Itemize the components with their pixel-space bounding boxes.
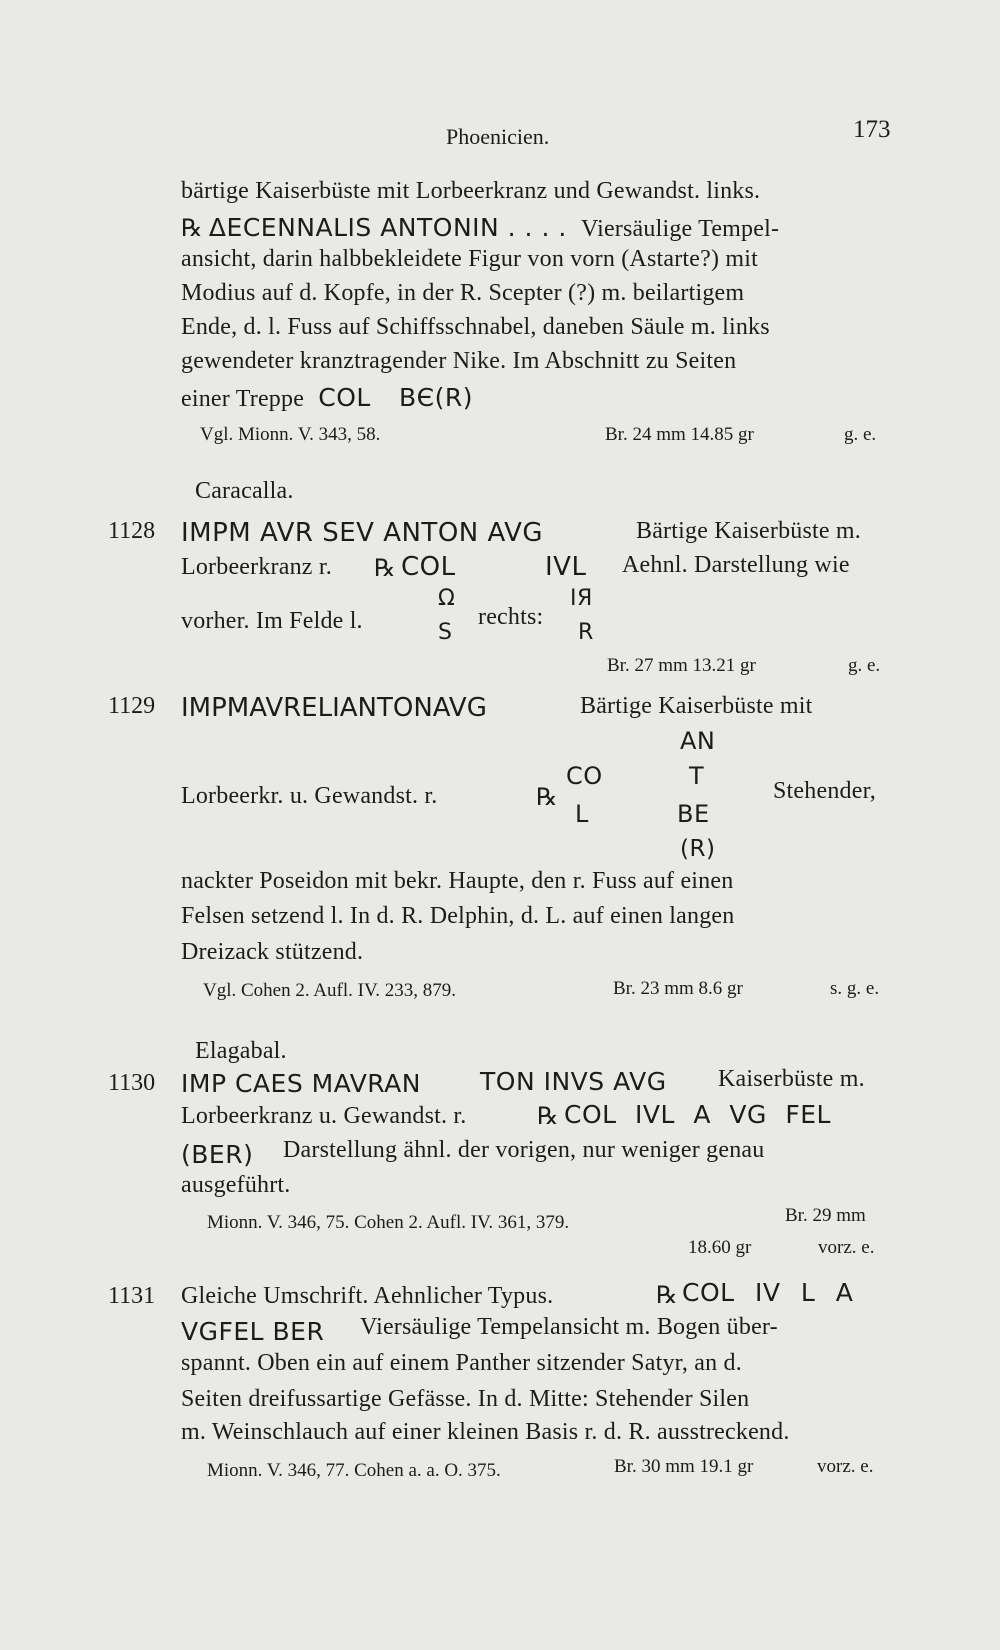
text-segment: Darstellung ähnl. der vorigen, nur weniger genau	[283, 1137, 765, 1163]
reference: Vgl. Cohen 2. Aufl. IV. 233, 879.	[203, 980, 456, 1001]
field-letter: T	[689, 762, 705, 790]
text-segment: einer Treppe	[181, 386, 305, 412]
coin-legend: IMPMAVRELIANTONAVG	[181, 693, 487, 723]
section-heading: Caracalla.	[195, 478, 294, 504]
coin-legend: (BER)	[181, 1140, 254, 1169]
grade: g. e.	[844, 424, 877, 445]
grade: vorz. e.	[817, 1456, 874, 1477]
grade: vorz. e.	[818, 1237, 875, 1258]
text-line: ansicht, darin halbbekleidete Figur von vorn (Astarte?) mit	[181, 246, 758, 272]
field-letter: IЯ	[570, 586, 593, 611]
grade: g. e.	[848, 655, 881, 676]
text-segment: Gleiche Umschrift. Aehnlicher Typus.	[181, 1283, 554, 1309]
text-segment: Stehender,	[773, 778, 877, 804]
coin-legend: COL IVL A VG FEL	[564, 1100, 831, 1129]
coin-legend: BЄ(R)	[399, 383, 473, 412]
reference: Mionn. V. 346, 77. Cohen a. a. O. 375.	[207, 1460, 501, 1481]
field-letter: S	[438, 620, 453, 645]
size-weight: Br. 29 mm	[785, 1205, 866, 1226]
text-line: Modius auf d. Kopfe, in der R. Scepter (?) m. beilartigem	[181, 280, 745, 306]
size-weight: Br. 30 mm 19.1 gr	[614, 1456, 754, 1477]
text-line	[181, 213, 779, 243]
coin-legend: COL	[318, 383, 371, 412]
size-weight: 18.60 gr	[688, 1237, 752, 1258]
catalog-number: 1129	[108, 693, 156, 719]
reverse-symbol: ℞	[537, 1104, 559, 1130]
text-segment: Viersäulige Tempelansicht m. Bogen über-	[360, 1314, 778, 1340]
field-letter: L	[575, 800, 589, 828]
section-heading: Elagabal.	[195, 1038, 287, 1064]
size-weight: Br. 24 mm 14.85 gr	[605, 424, 754, 445]
coin-legend: IMP CAES MAVRAN	[181, 1069, 421, 1098]
reverse-symbol: ℞	[181, 216, 203, 242]
text-line: ausgeführt.	[181, 1172, 291, 1198]
reverse-symbol: ℞	[656, 1283, 678, 1309]
coin-legend: TON INVS AVG	[480, 1067, 667, 1096]
field-letter: CO	[566, 762, 603, 790]
text-segment: Lorbeerkr. u. Gewandst. r.	[181, 783, 438, 809]
catalog-number: 1128	[108, 518, 156, 544]
grade: s. g. e.	[830, 978, 880, 999]
field-letter: Ω	[438, 586, 456, 611]
reverse-symbol: ℞	[536, 785, 558, 811]
catalog-number: 1131	[108, 1283, 156, 1309]
text-segment: rechts:	[478, 604, 544, 630]
field-letter: AN	[680, 727, 716, 755]
field-letter: (R)	[680, 836, 716, 862]
coin-legend: IMPM AVR SEV ANTON AVG	[181, 518, 544, 548]
text-line: m. Weinschlauch auf einer kleinen Basis r. d. R. ausstreckend.	[181, 1419, 790, 1445]
text-line: Dreizack stützend.	[181, 939, 364, 965]
size-weight: Br. 23 mm 8.6 gr	[613, 978, 743, 999]
text-segment: Bärtige Kaiserbüste mit	[580, 693, 813, 719]
coin-legend: ΔECENNALIS ANTONIN . . . .	[208, 213, 567, 242]
coin-legend: COL	[401, 552, 456, 582]
text-line: Seiten dreifussartige Gefässe. In d. Mitte: Stehender Silen	[181, 1386, 750, 1412]
field-letter: R	[578, 620, 594, 645]
text-segment: Lorbeerkranz r.	[181, 554, 332, 580]
reverse-symbol: ℞	[374, 556, 396, 582]
coin-legend: COL IV L A	[682, 1278, 854, 1307]
coin-legend: IVL	[545, 552, 587, 582]
text-line: spannt. Oben ein auf einem Panther sitzender Satyr, an d.	[181, 1350, 742, 1376]
text-line: gewendeter kranztragender Nike. Im Abschnitt zu Seiten	[181, 348, 737, 374]
text-line: nackter Poseidon mit bekr. Haupte, den r. Fuss auf einen	[181, 868, 734, 894]
text-line: Ende, d. l. Fuss auf Schiffsschnabel, daneben Säule m. links	[181, 314, 770, 340]
reference: Vgl. Mionn. V. 343, 58.	[200, 424, 381, 445]
text-segment: vorher. Im Felde l.	[181, 608, 363, 634]
text-segment: Kaiserbüste m.	[718, 1066, 865, 1092]
page-number: 173	[853, 116, 891, 143]
text-segment: Viersäulige Tempel-	[581, 216, 780, 242]
field-letter: BE	[677, 800, 710, 828]
text-segment: Lorbeerkranz u. Gewandst. r.	[181, 1103, 467, 1129]
text-line: Felsen setzend l. In d. R. Delphin, d. L. auf einen langen	[181, 903, 735, 929]
running-title: Phoenicien.	[446, 124, 550, 149]
reference: Mionn. V. 346, 75. Cohen 2. Aufl. IV. 361, 379.	[207, 1212, 570, 1233]
text-segment: Aehnl. Darstellung wie	[622, 552, 850, 578]
text-line	[181, 383, 473, 413]
text-line: bärtige Kaiserbüste mit Lorbeerkranz und Gewandst. links.	[181, 178, 761, 204]
text-segment: Bärtige Kaiserbüste m.	[636, 518, 862, 544]
catalog-number: 1130	[108, 1070, 156, 1096]
size-weight: Br. 27 mm 13.21 gr	[607, 655, 756, 676]
coin-legend: VGFEL BER	[181, 1317, 325, 1346]
